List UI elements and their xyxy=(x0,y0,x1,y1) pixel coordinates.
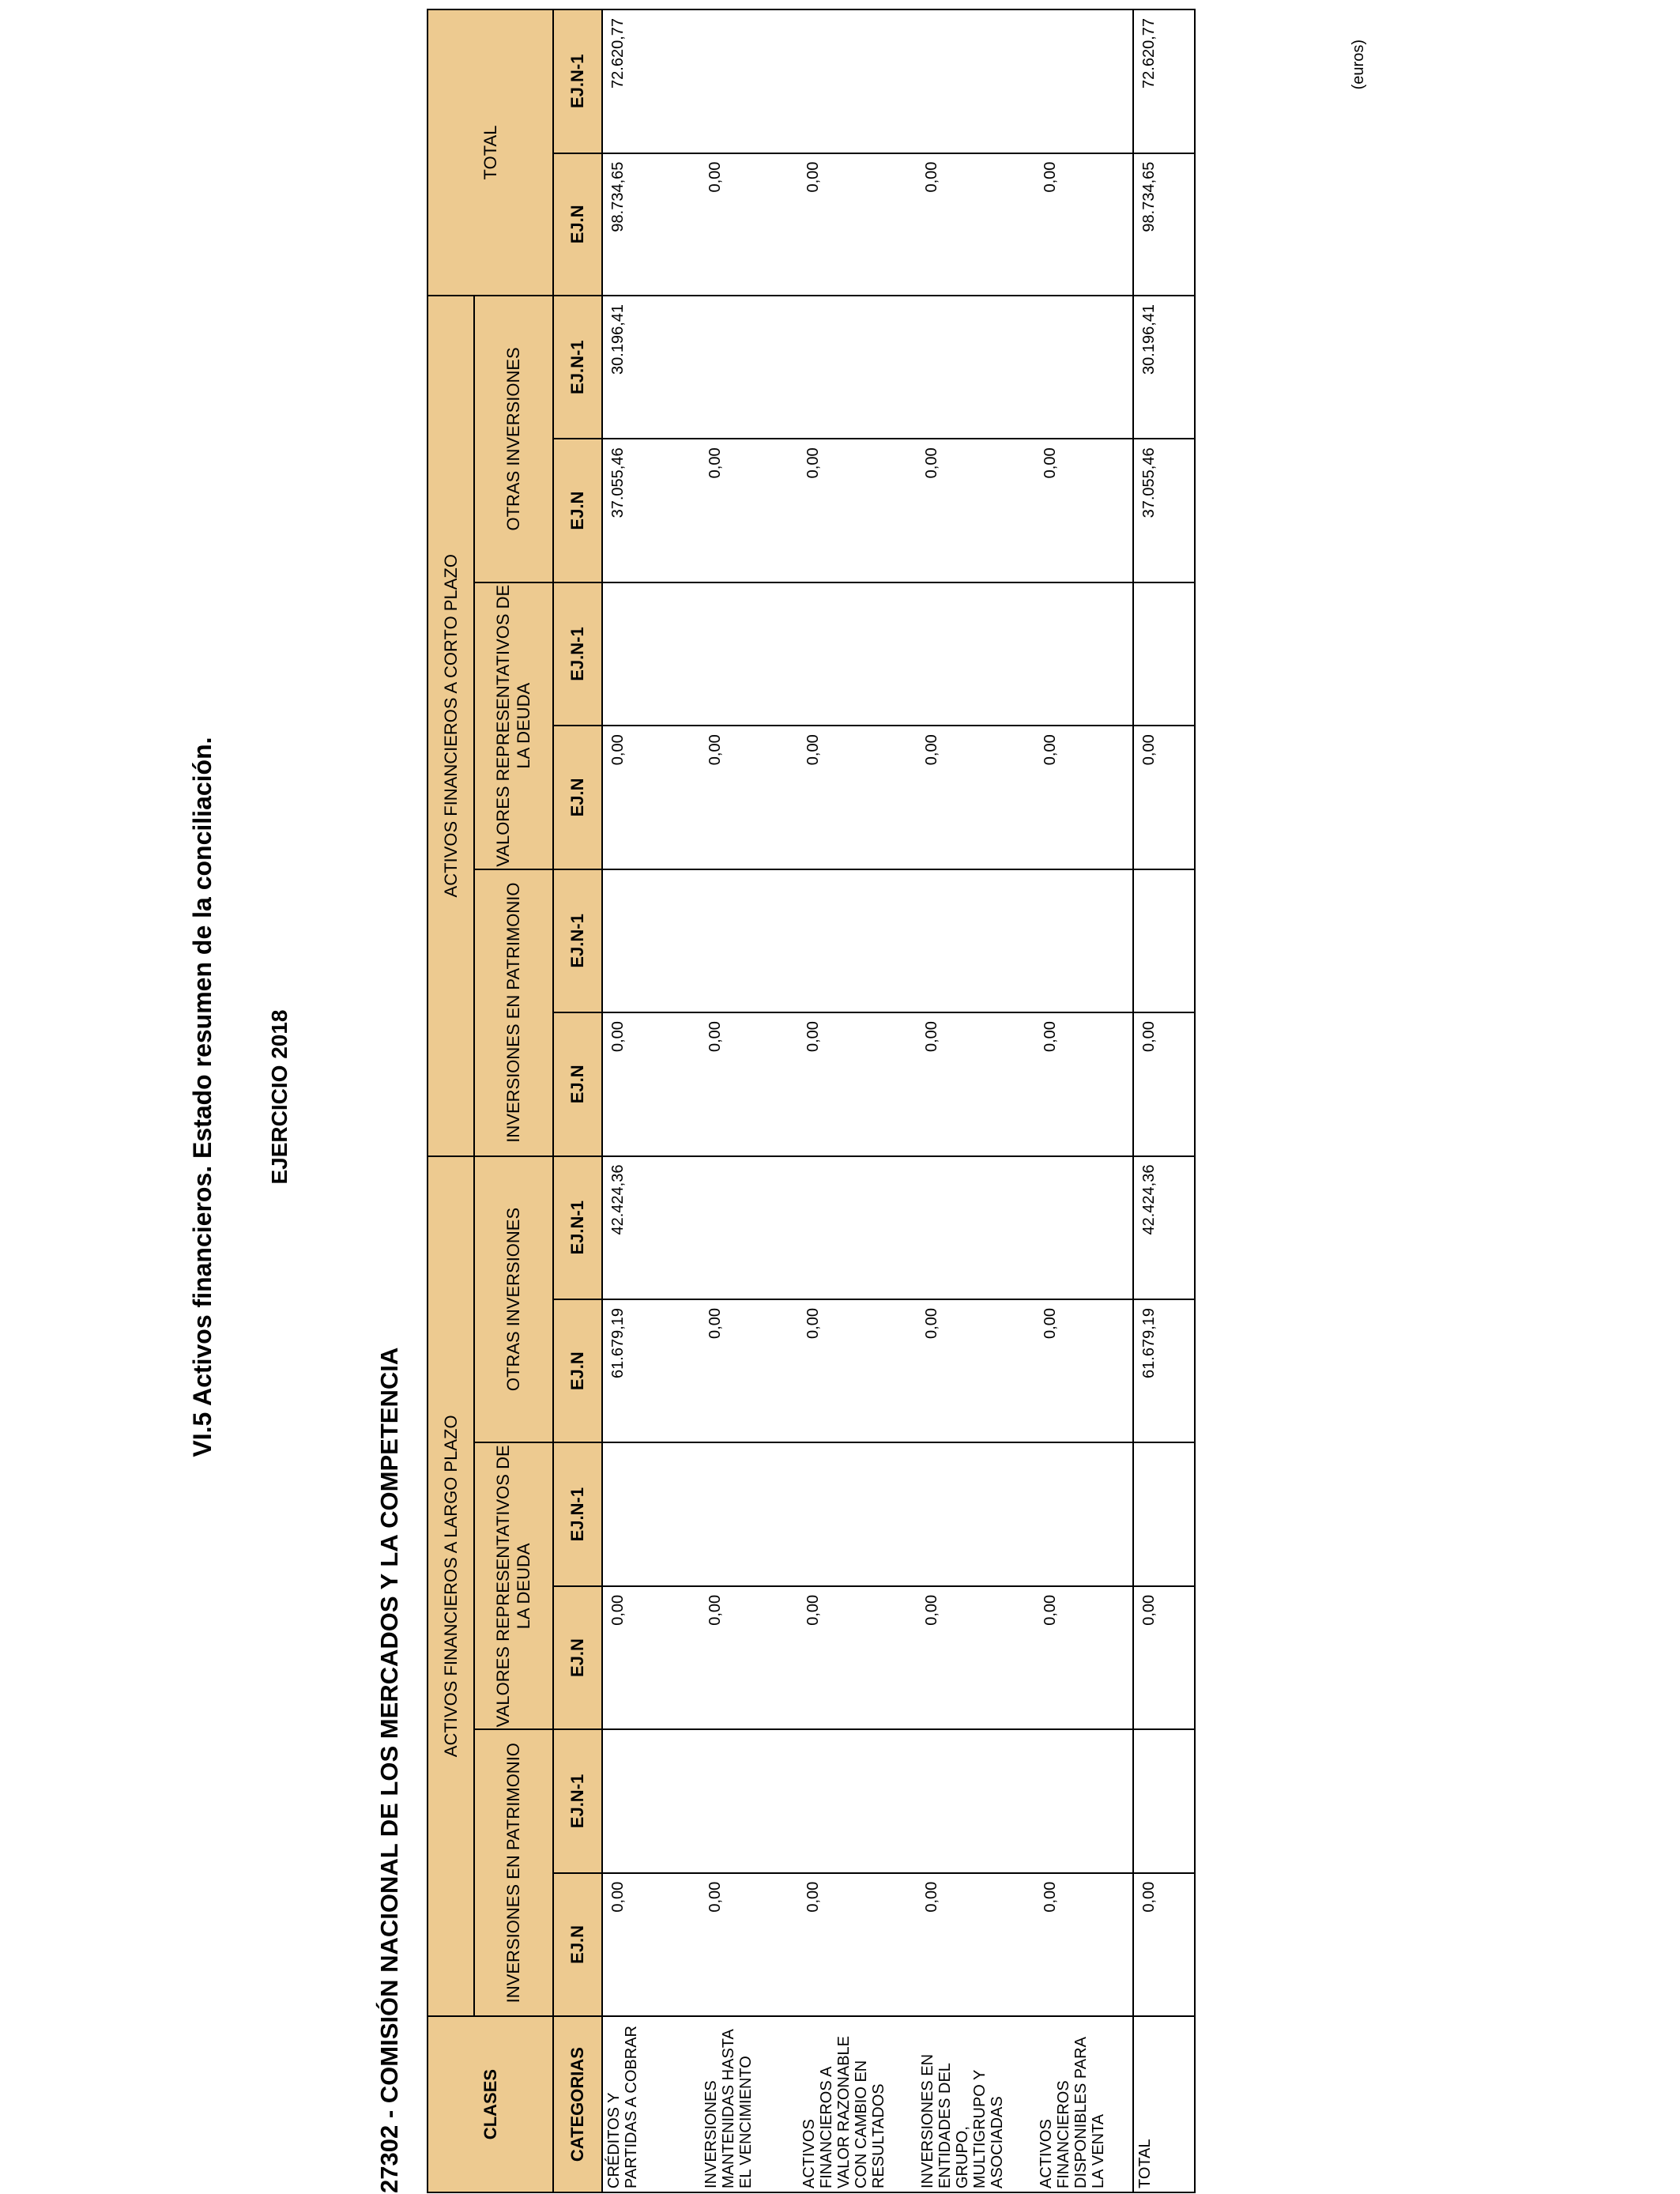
value-cell: 0,00 xyxy=(798,1299,917,1442)
reconciliation-table xyxy=(427,9,1196,2193)
value-cell: 42.424,36 xyxy=(1133,1156,1195,1299)
value-cell: 30.196,41 xyxy=(602,296,700,439)
value-cell: 0,00 xyxy=(917,1012,1035,1155)
table-body xyxy=(602,9,1195,2192)
value-cell: 0,00 xyxy=(700,726,798,869)
value-cell: 37.055,46 xyxy=(1133,439,1195,582)
value-cell: 0,00 xyxy=(917,726,1035,869)
value-cell xyxy=(798,869,917,1012)
value-cell xyxy=(798,1156,917,1299)
value-cell: 0,00 xyxy=(917,439,1035,582)
value-cell: 0,00 xyxy=(1035,726,1133,869)
value-cell: 37.055,46 xyxy=(602,439,700,582)
value-cell: 0,00 xyxy=(700,153,798,296)
header-ejn1: EJ.N-1 xyxy=(553,296,602,439)
value-cell: 0,00 xyxy=(602,1586,700,1729)
value-cell: 0,00 xyxy=(1035,153,1133,296)
value-cell xyxy=(700,1729,798,1872)
header-ejn: EJ.N xyxy=(553,1586,602,1729)
header-cp-otras-inversiones: OTRAS INVERSIONES xyxy=(474,296,553,582)
row-categoria: CRÉDITOS Y PARTIDAS A COBRAR xyxy=(602,2016,700,2192)
report-title: VI.5 Activos financieros. Estado resumen de la conciliación. xyxy=(188,737,217,1457)
header-ejn1: EJ.N-1 xyxy=(553,1442,602,1585)
fiscal-year: EJERCICIO 2018 xyxy=(267,1009,292,1185)
value-cell xyxy=(602,1442,700,1585)
value-cell: 72.620,77 xyxy=(1133,9,1195,153)
value-cell: 0,00 xyxy=(700,1586,798,1729)
table-row xyxy=(1035,9,1133,2192)
header-ejn: EJ.N xyxy=(553,1873,602,2016)
value-cell xyxy=(1035,582,1133,726)
table-row xyxy=(700,9,798,2192)
value-cell: 0,00 xyxy=(798,726,917,869)
units-label: (euros) xyxy=(1350,40,1367,90)
value-cell xyxy=(798,1442,917,1585)
value-cell: 0,00 xyxy=(917,1586,1035,1729)
header-categorias: CATEGORIAS xyxy=(553,2016,602,2192)
value-cell xyxy=(1035,1729,1133,1872)
header-lp-inversiones-patrimonio: INVERSIONES EN PATRIMONIO xyxy=(474,1729,553,2016)
value-cell xyxy=(798,296,917,439)
row-categoria: ACTIVOS FINANCIEROS A VALOR RAZONABLE CON CAMBIO EN RESULTADOS xyxy=(798,2016,917,2192)
table-row xyxy=(917,9,1035,2192)
value-cell xyxy=(700,1156,798,1299)
value-cell: 72.620,77 xyxy=(602,9,700,153)
value-cell: 98.734,65 xyxy=(1133,153,1195,296)
value-cell xyxy=(917,1729,1035,1872)
value-cell: 98.734,65 xyxy=(602,153,700,296)
header-total: TOTAL xyxy=(428,9,553,296)
value-cell: 30.196,41 xyxy=(1133,296,1195,439)
header-cp-valores-deuda: VALORES REPRESENTATIVOS DE LA DEUDA xyxy=(474,582,553,869)
value-cell xyxy=(1133,1442,1195,1585)
row-categoria: ACTIVOS FINANCIEROS DISPONIBLES PARA LA VENTA xyxy=(1035,2016,1133,2192)
value-cell: 0,00 xyxy=(700,1299,798,1442)
value-cell: 42.424,36 xyxy=(602,1156,700,1299)
header-lp-valores-deuda: VALORES REPRESENTATIVOS DE LA DEUDA xyxy=(474,1442,553,1729)
value-cell xyxy=(1133,582,1195,726)
value-cell: 0,00 xyxy=(700,439,798,582)
value-cell: 0,00 xyxy=(917,1873,1035,2016)
value-cell xyxy=(700,9,798,153)
row-categoria: INVERSIONES EN ENTIDADES DEL GRUPO, MULTIGRUPO Y ASOCIADAS xyxy=(917,2016,1035,2192)
value-cell xyxy=(1035,869,1133,1012)
header-ejn: EJ.N xyxy=(553,153,602,296)
value-cell xyxy=(917,869,1035,1012)
value-cell xyxy=(798,582,917,726)
header-ejn1: EJ.N-1 xyxy=(553,1729,602,1872)
value-cell xyxy=(917,296,1035,439)
value-cell: 0,00 xyxy=(700,1012,798,1155)
header-ejn1: EJ.N-1 xyxy=(553,1156,602,1299)
value-cell: 0,00 xyxy=(1133,1586,1195,1729)
header-ejn1: EJ.N-1 xyxy=(553,869,602,1012)
value-cell: 0,00 xyxy=(917,1299,1035,1442)
value-cell xyxy=(1133,1729,1195,1872)
header-ejn1: EJ.N-1 xyxy=(553,582,602,726)
value-cell xyxy=(1133,869,1195,1012)
header-ejn: EJ.N xyxy=(553,1012,602,1155)
value-cell: 0,00 xyxy=(798,1586,917,1729)
header-corto-plazo: ACTIVOS FINANCIEROS A CORTO PLAZO xyxy=(428,296,474,1156)
header-ejn: EJ.N xyxy=(553,439,602,582)
value-cell: 0,00 xyxy=(1133,726,1195,869)
value-cell: 0,00 xyxy=(1133,1012,1195,1155)
value-cell: 0,00 xyxy=(1035,1299,1133,1442)
value-cell: 0,00 xyxy=(798,153,917,296)
value-cell: 0,00 xyxy=(602,1012,700,1155)
value-cell xyxy=(917,1442,1035,1585)
header-ejn1: EJ.N-1 xyxy=(553,9,602,153)
value-cell xyxy=(917,9,1035,153)
value-cell: 0,00 xyxy=(1035,1012,1133,1155)
value-cell xyxy=(700,869,798,1012)
value-cell xyxy=(917,1156,1035,1299)
value-cell: 61.679,19 xyxy=(602,1299,700,1442)
header-ejn: EJ.N xyxy=(553,1299,602,1442)
reconciliation-table-wrapper xyxy=(427,9,1394,2193)
value-cell xyxy=(602,1729,700,1872)
header-clases: CLASES xyxy=(428,2016,553,2192)
value-cell: 0,00 xyxy=(602,726,700,869)
value-cell: 0,00 xyxy=(1035,439,1133,582)
value-cell: 0,00 xyxy=(917,153,1035,296)
value-cell xyxy=(700,582,798,726)
value-cell: 0,00 xyxy=(1133,1873,1195,2016)
value-cell xyxy=(798,1729,917,1872)
row-categoria: INVERSIONES MANTENIDAS HASTA EL VENCIMIENTO xyxy=(700,2016,798,2192)
value-cell: 61.679,19 xyxy=(1133,1299,1195,1442)
table-row xyxy=(1133,9,1195,2192)
value-cell: 0,00 xyxy=(1035,1586,1133,1729)
value-cell xyxy=(798,9,917,153)
value-cell xyxy=(602,869,700,1012)
table-row xyxy=(602,9,700,2192)
value-cell xyxy=(917,582,1035,726)
value-cell xyxy=(1035,1156,1133,1299)
value-cell xyxy=(1035,1442,1133,1585)
value-cell: 0,00 xyxy=(798,1873,917,2016)
value-cell: 0,00 xyxy=(700,1873,798,2016)
value-cell: 0,00 xyxy=(1035,1873,1133,2016)
header-cp-inversiones-patrimonio: INVERSIONES EN PATRIMONIO xyxy=(474,869,553,1156)
entity-name: 27302 - COMISIÓN NACIONAL DE LOS MERCADOS Y LA COMPETENCIA xyxy=(375,1347,403,2193)
header-lp-otras-inversiones: OTRAS INVERSIONES xyxy=(474,1156,553,1443)
value-cell xyxy=(700,296,798,439)
table-row xyxy=(798,9,917,2192)
value-cell xyxy=(700,1442,798,1585)
header-ejn: EJ.N xyxy=(553,726,602,869)
value-cell xyxy=(1035,296,1133,439)
header-largo-plazo: ACTIVOS FINANCIEROS A LARGO PLAZO xyxy=(428,1156,474,2017)
value-cell: 0,00 xyxy=(602,1873,700,2016)
value-cell: 0,00 xyxy=(798,439,917,582)
value-cell xyxy=(1035,9,1133,153)
value-cell xyxy=(602,582,700,726)
row-categoria: TOTAL xyxy=(1133,2016,1195,2192)
value-cell: 0,00 xyxy=(798,1012,917,1155)
